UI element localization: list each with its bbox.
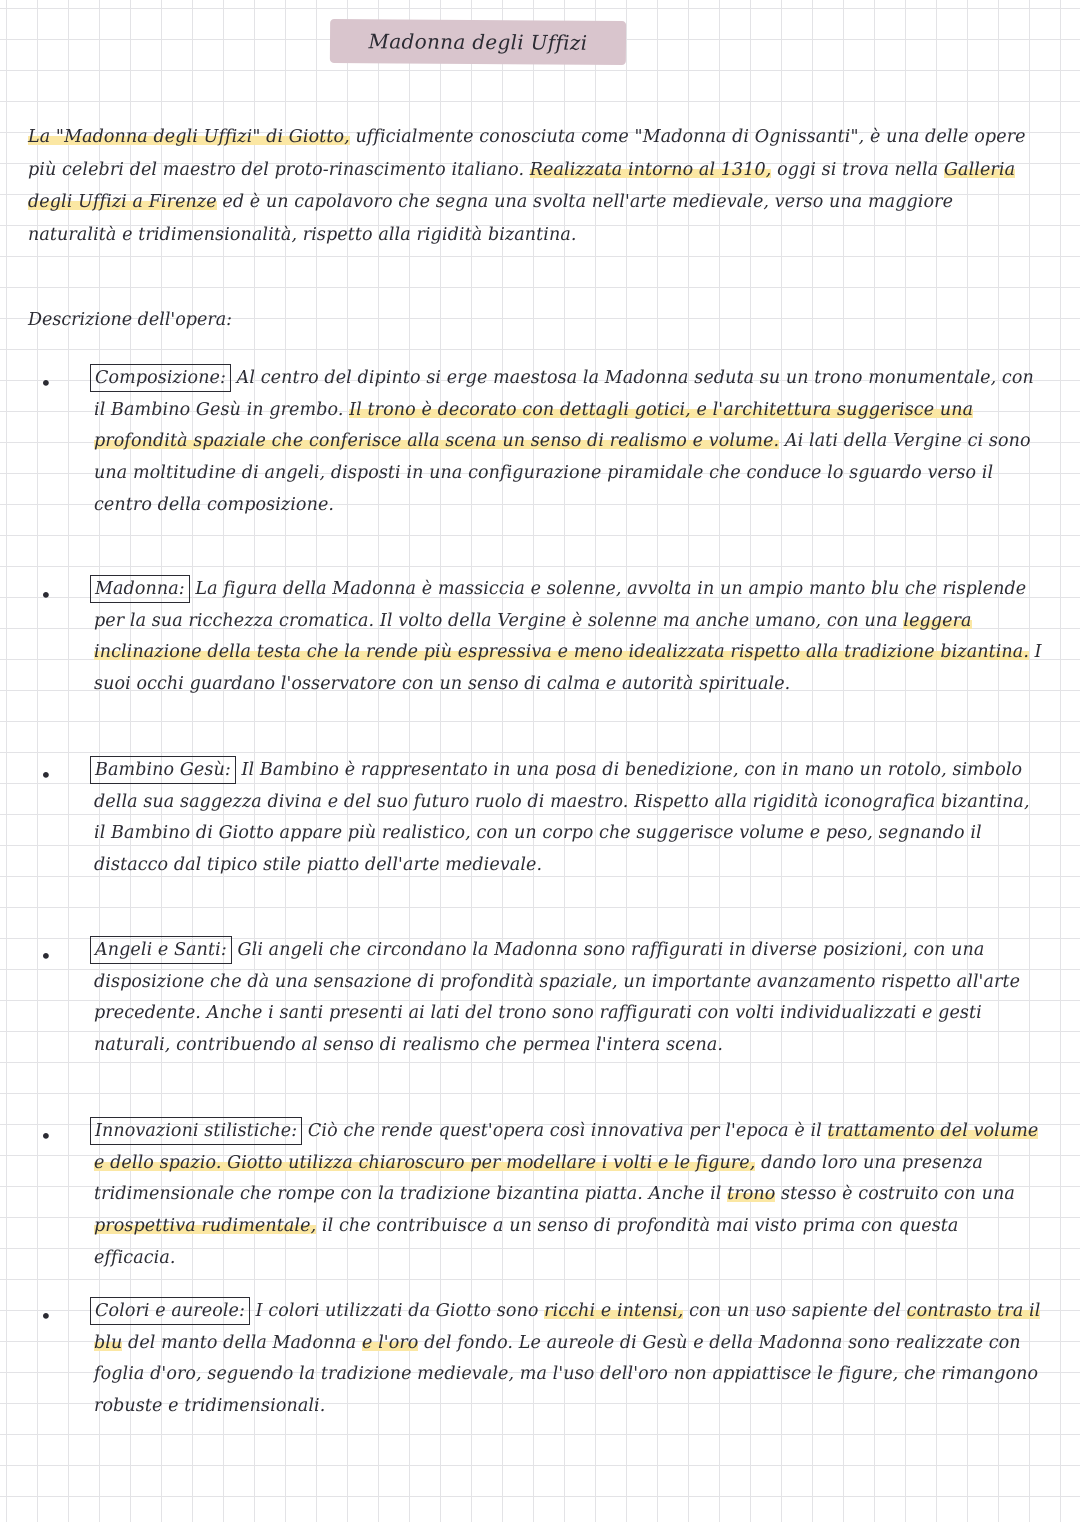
bullet-dot: • bbox=[40, 371, 52, 395]
item-text-highlight: Il trono è decorato con dettagli gotici, e l'architettura suggerisce una profondità spaziale che conferisce alla scena un senso di realismo e volume. bbox=[94, 399, 974, 452]
item-text: stesso è costruito con una bbox=[775, 1184, 1015, 1205]
intro-segment: ufficialmente conosciuta come "Madonna di Ognissanti", è una delle opere più celebri del maestro del proto-rinascimento italiano. bbox=[28, 127, 1026, 180]
item-text-highlight: ricchi e intensi, bbox=[544, 1301, 684, 1321]
bullet-dot: • bbox=[40, 1304, 52, 1328]
list-item-composizione bbox=[94, 363, 1044, 522]
item-text: I suoi occhi guardano l'osservatore con un senso di calma e autorità spirituale. bbox=[94, 642, 1042, 695]
intro-segment: La "Madonna degli Uffizi" di Giotto, bbox=[28, 127, 350, 147]
item-label-box: Colori e aureole: bbox=[90, 1297, 250, 1325]
bullet-dot: • bbox=[40, 763, 52, 787]
item-text: del fondo. Le aureole di Gesù e della Madonna sono realizzate con foglia d'oro, seguendo la tradizione medievale, ma l'uso dell'oro non appiattisce le figure, che rimangono robuste e tridimensionali. bbox=[94, 1332, 1039, 1417]
bullet-dot: • bbox=[40, 944, 52, 968]
item-text: del manto della Madonna bbox=[122, 1332, 362, 1353]
item-text: Ciò che rende quest'opera così innovativa per l'epoca è il bbox=[302, 1121, 828, 1141]
item-text-highlight: prospettiva rudimentale, bbox=[94, 1216, 317, 1237]
item-text: Al centro del dipinto si erge maestosa la Madonna seduta su un trono monumentale, con il Bambino Gesù in grembo. bbox=[94, 368, 1034, 420]
item-text: I colori utilizzati da Giotto sono bbox=[250, 1301, 545, 1321]
list-item-angeli bbox=[94, 935, 1044, 1062]
item-text: Il Bambino è rappresentato in una posa di benedizione, con in mano un rotolo, simbolo della sua saggezza divina e del suo futuro ruolo di maestro. Rispetto alla rigidità iconografica bizantina, il Bambino di Giotto appare più realistico, con un corpo che suggerisce volume e peso, segnando il distacco dal tipico stile piatto dell'arte medievale. bbox=[94, 760, 1030, 876]
intro-segment: Realizzata intorno al 1310, bbox=[529, 159, 772, 180]
item-text: Ai lati della Vergine ci sono una moltitudine di angeli, disposti in una configurazione piramidale che conduce lo sguardo verso il centro della composizione. bbox=[94, 431, 1031, 515]
title-banner bbox=[330, 19, 626, 65]
page-title: Madonna degli Uffizi bbox=[368, 29, 588, 55]
item-text-highlight: trono bbox=[727, 1184, 776, 1205]
item-label-box: Composizione: bbox=[90, 364, 231, 392]
section-heading: Descrizione dell'opera: bbox=[28, 310, 233, 330]
item-label-box: Madonna: bbox=[90, 575, 190, 603]
list-item-innovazioni bbox=[94, 1116, 1044, 1275]
bullet-dot: • bbox=[40, 1124, 52, 1148]
list-item-madonna bbox=[94, 574, 1044, 701]
intro-segment: Galleria degli Uffizi a Firenze bbox=[28, 159, 1016, 213]
item-text-highlight: leggera inclinazione della testa che la rende più espressiva e meno idealizzata rispetto alla tradizione bizantina. bbox=[94, 610, 1029, 663]
item-text: dando loro una presenza tridimensionale che rompe con la tradizione bizantina piatta. Anche il bbox=[94, 1152, 983, 1205]
intro-segment: oggi si trova nella bbox=[771, 159, 944, 180]
item-text-highlight: e l'oro bbox=[361, 1332, 419, 1353]
intro-paragraph bbox=[28, 121, 1038, 251]
item-text: La figura della Madonna è massiccia e solenne, avvolta in un ampio manto blu che risplende per la sua ricchezza cromatica. Il volto della Vergine è solenne ma anche umano, con una bbox=[94, 579, 1027, 631]
item-label-box: Angeli e Santi: bbox=[90, 936, 232, 964]
item-text: il che contribuisce a un senso di profondità mai visto prima con questa efficacia. bbox=[94, 1216, 959, 1268]
item-text-highlight: contrasto tra il blu bbox=[94, 1301, 1041, 1353]
list-item-bambino bbox=[94, 755, 1044, 882]
item-label-box: Innovazioni stilistiche: bbox=[90, 1117, 302, 1145]
list-item-colori bbox=[94, 1296, 1044, 1423]
bullet-dot: • bbox=[40, 583, 52, 607]
item-label-box: Bambino Gesù: bbox=[90, 756, 236, 784]
item-text: Gli angeli che circondano la Madonna sono raffigurati in diverse posizioni, con una disposizione che dà una sensazione di profondità spaziale, un importante avanzamento rispetto all'arte precedente. Anche i santi presenti ai lati del trono sono raffigurati con volti individualizzati e gesti naturali, contribuendo al senso di realismo che permea l'intera scena. bbox=[94, 940, 1021, 1056]
intro-segment: ed è un capolavoro che segna una svolta nell'arte medievale, verso una maggiore naturalità e tridimensionalità, rispetto alla rigidità bizantina. bbox=[28, 192, 954, 245]
item-text: con un uso sapiente del bbox=[683, 1301, 907, 1321]
item-text-highlight: trattamento del volume e dello spazio. Giotto utilizza chiaroscuro per modellare i volti e le figure, bbox=[94, 1121, 1039, 1173]
